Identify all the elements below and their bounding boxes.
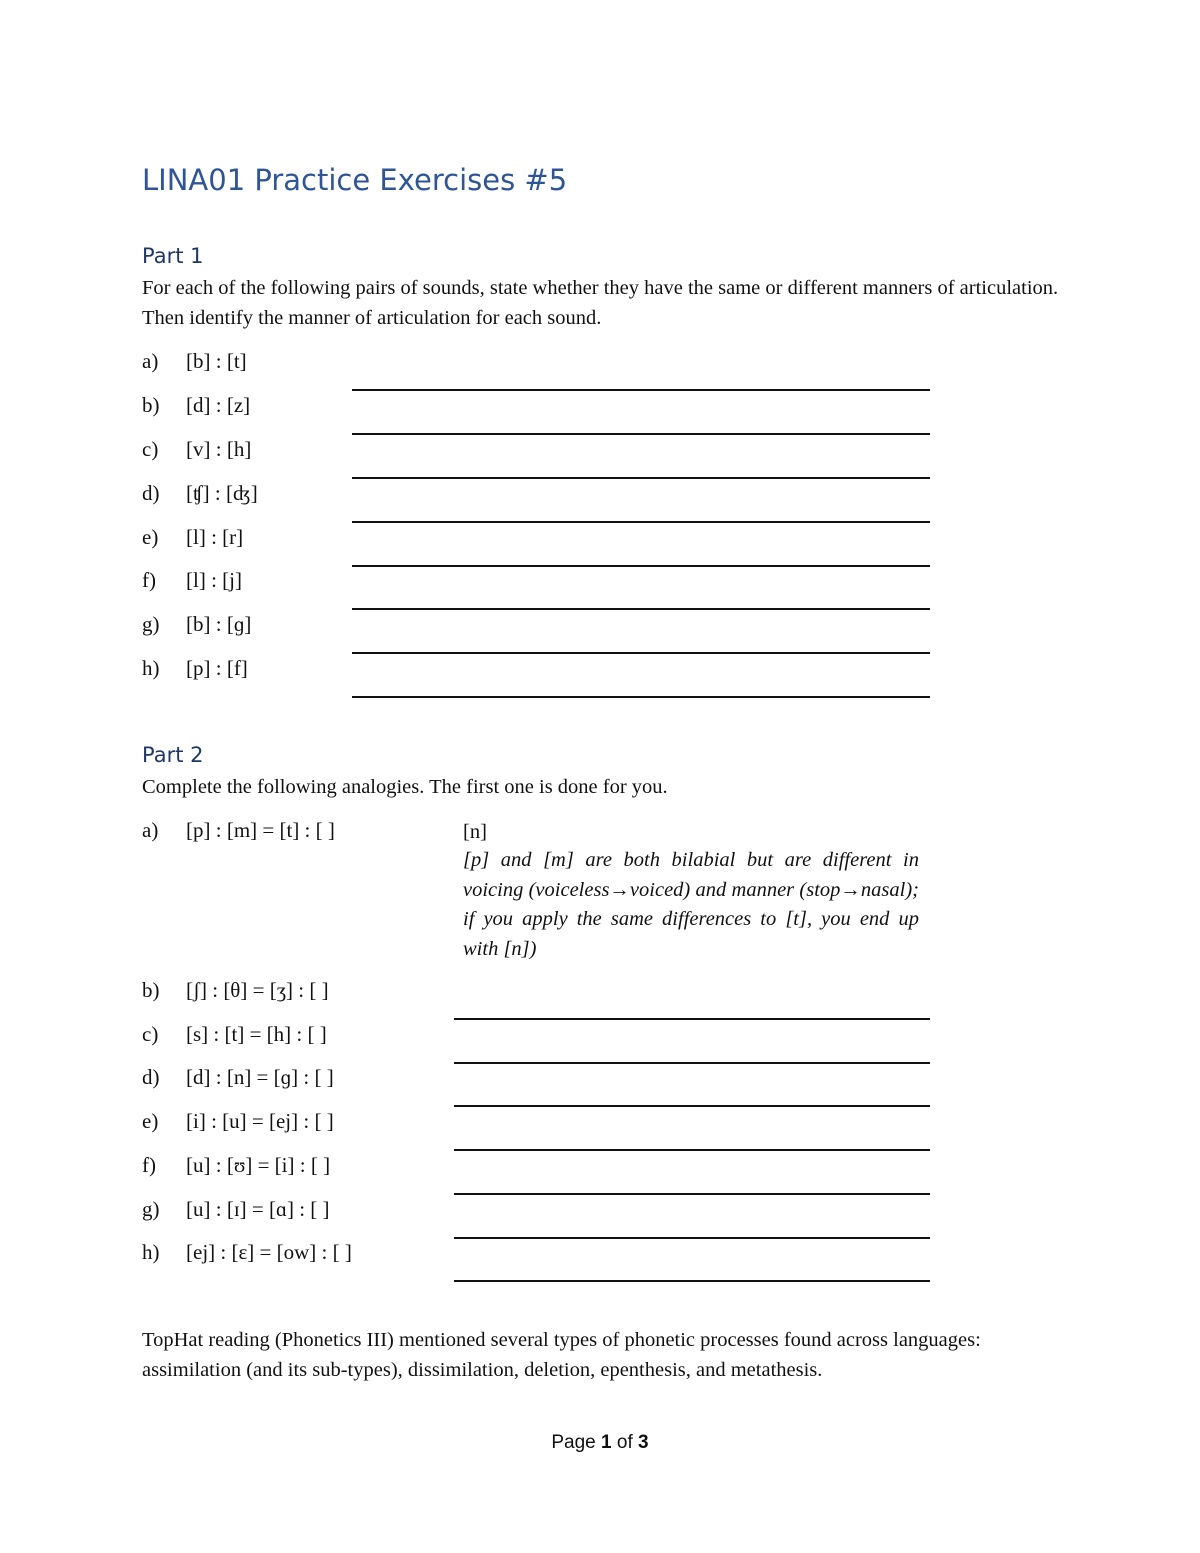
answer-line bbox=[352, 389, 930, 391]
item-letter: c) bbox=[142, 437, 159, 461]
current-page-number: 1 bbox=[601, 1432, 612, 1453]
page-footer bbox=[0, 1432, 1200, 1454]
item-letter: f) bbox=[142, 1153, 156, 1177]
item-letter: e) bbox=[142, 525, 159, 549]
item-letter: d) bbox=[142, 481, 160, 505]
item-letter: b) bbox=[142, 978, 160, 1002]
item-letter: e) bbox=[142, 1109, 159, 1133]
sound-pair: [l] : [r] bbox=[186, 525, 244, 549]
item-letter: c) bbox=[142, 1022, 159, 1046]
answer-line bbox=[352, 565, 930, 567]
sound-pair: [v] : [h] bbox=[186, 437, 252, 461]
total-page-count: 3 bbox=[638, 1432, 649, 1453]
answer-line bbox=[352, 608, 930, 610]
answer-line bbox=[454, 1105, 930, 1107]
example-explanation: [p] and [m] are both bilabial but are different in voicing (voiceless→voiced) and manner (stop→nasal); if you apply the same differences to [t], you end up with [n]) bbox=[463, 849, 919, 960]
part2-instructions: Complete the following analogies. The first one is done for you. bbox=[142, 776, 668, 798]
analogy: [p] : [m] = [t] : [ ] bbox=[186, 818, 335, 842]
part2-heading: Part 2 bbox=[142, 743, 204, 767]
analogy: [d] : [n] = [ɡ] : [ ] bbox=[186, 1065, 334, 1089]
sound-pair: [l] : [j] bbox=[186, 568, 242, 592]
item-letter: h) bbox=[142, 1240, 160, 1264]
part1-heading: Part 1 bbox=[142, 244, 204, 268]
example-answer-block bbox=[463, 818, 919, 964]
item-letter: f) bbox=[142, 568, 156, 592]
answer-line bbox=[352, 433, 930, 435]
part1-instructions: For each of the following pairs of sounds, state whether they have the same or different manners of articulation. Then identify the manner of articulation for each sound. bbox=[142, 277, 1059, 329]
footer-middle: of bbox=[616, 1432, 633, 1453]
sound-pair: [ʧ] : [ʤ] bbox=[186, 481, 258, 505]
sound-pair: [b] : [ɡ] bbox=[186, 612, 252, 636]
footer-prefix: Page bbox=[551, 1432, 596, 1453]
analogy: [u] : [ʊ] = [i] : [ ] bbox=[186, 1153, 331, 1177]
item-letter: d) bbox=[142, 1065, 160, 1089]
sound-pair: [p] : [f] bbox=[186, 656, 248, 680]
analogy: [s] : [t] = [h] : [ ] bbox=[186, 1022, 327, 1046]
answer-line bbox=[352, 521, 930, 523]
sound-pair: [b] : [t] bbox=[186, 349, 247, 373]
item-letter: h) bbox=[142, 656, 160, 680]
closing-paragraph: TopHat reading (Phonetics III) mentioned several types of phonetic processes found across languages: assimilation (and its sub-types), dissimilation, deletion, epenthesis, and metathesis. bbox=[142, 1329, 981, 1381]
answer-line bbox=[454, 1018, 930, 1020]
answer-line bbox=[454, 1149, 930, 1151]
document-title: LINA01 Practice Exercises #5 bbox=[142, 163, 568, 197]
example-answer: [n] bbox=[463, 821, 487, 843]
answer-line bbox=[352, 696, 930, 698]
analogy: [i] : [u] = [ej] : [ ] bbox=[186, 1109, 334, 1133]
answer-line bbox=[352, 652, 930, 654]
item-letter: a) bbox=[142, 818, 159, 842]
answer-line bbox=[454, 1280, 930, 1282]
item-letter: g) bbox=[142, 1197, 160, 1221]
answer-line bbox=[352, 477, 930, 479]
item-letter: g) bbox=[142, 612, 160, 636]
answer-line bbox=[454, 1237, 930, 1239]
answer-line bbox=[454, 1062, 930, 1064]
sound-pair: [d] : [z] bbox=[186, 393, 251, 417]
answer-line bbox=[454, 1193, 930, 1195]
item-letter: a) bbox=[142, 349, 159, 373]
item-letter: b) bbox=[142, 393, 160, 417]
analogy: [ej] : [ɛ] = [ow] : [ ] bbox=[186, 1240, 352, 1264]
analogy: [u] : [ɪ] = [ɑ] : [ ] bbox=[186, 1197, 330, 1221]
analogy: [ʃ] : [θ] = [ʒ] : [ ] bbox=[186, 978, 329, 1002]
